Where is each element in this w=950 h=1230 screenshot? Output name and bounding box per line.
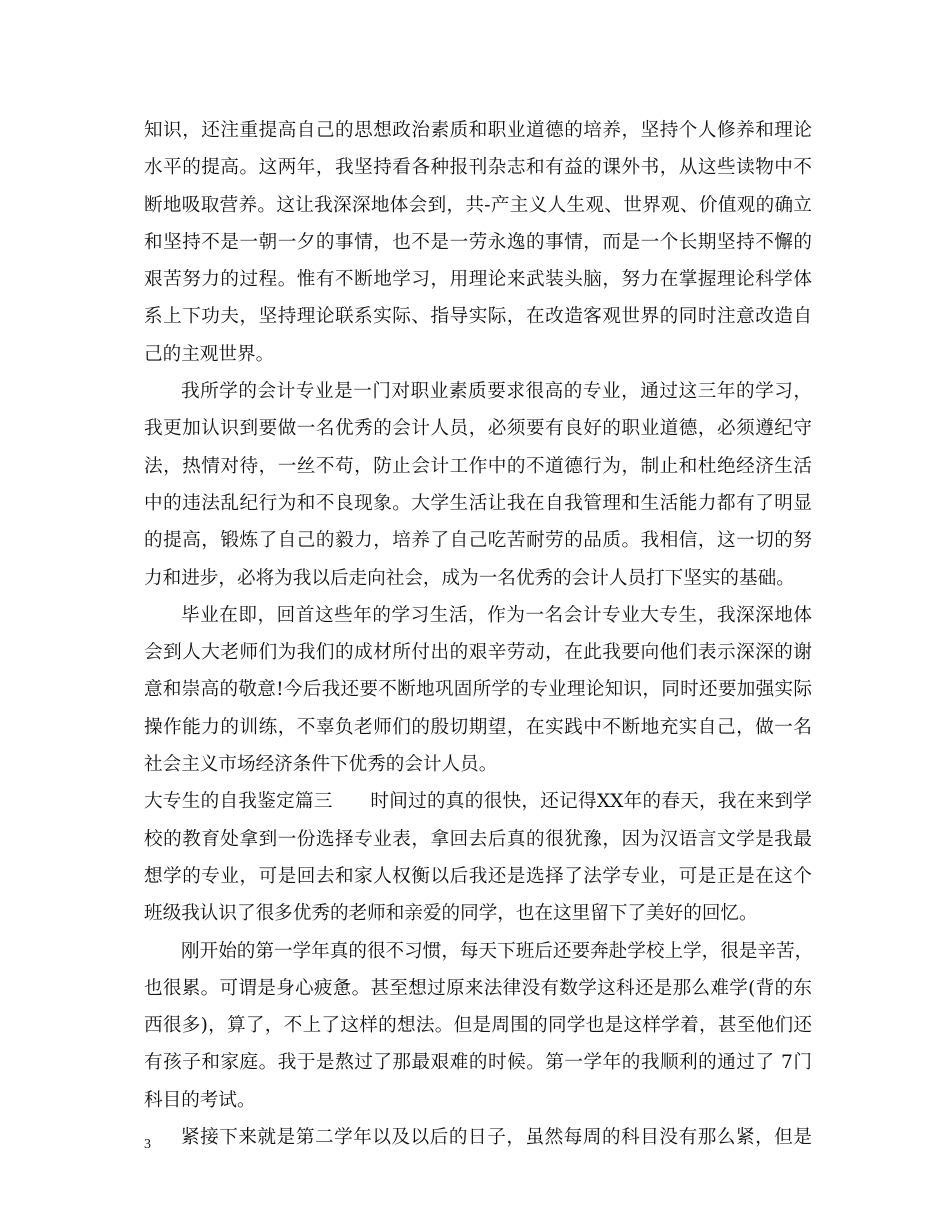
text-line: 法，热情对待，一丝不苟，防止会计工作中的不道德行为，制止和杜绝经济生活 bbox=[144, 455, 812, 477]
text-line: 力和进步，必将为我以后走向社会，成为一名优秀的会计人员打下坚实的基础。 bbox=[144, 567, 795, 589]
document-body bbox=[144, 112, 812, 1156]
text-line: 己的主观世界。 bbox=[144, 343, 275, 365]
page-number: 3 bbox=[144, 1137, 151, 1152]
text-line: 西很多)，算了，不上了这样的想法。但是周围的同学也是这样学着，甚至他们还 bbox=[144, 1015, 812, 1037]
text-line: 水平的提高。这两年，我坚持看各种报刊杂志和有益的课外书，从这些读物中不 bbox=[144, 157, 812, 179]
text-line: 我所学的会计专业是一门对职业素质要求很高的专业，通过这三年的学习， bbox=[181, 381, 812, 403]
text-line: 也很累。可谓是身心疲惫。甚至想过原来法律没有数学这科还是那么难学(背的东 bbox=[144, 977, 812, 999]
text-line: 社会主义市场经济条件下优秀的会计人员。 bbox=[144, 754, 498, 776]
text-line: 大专生的自我鉴定篇三 时间过的真的很快，还记得XX年的春天，我在来到学 bbox=[144, 791, 812, 813]
text-line: 紧接下来就是第二学年以及以后的日子，虽然每周的科目没有那么紧，但是 bbox=[181, 1127, 812, 1149]
text-line: 我更加认识到要做一名优秀的会计人员，必须要有良好的职业道德，必须遵纪守 bbox=[144, 418, 812, 440]
text-line: 知识，还注重提高自己的思想政治素质和职业道德的培养，坚持个人修养和理论 bbox=[144, 120, 812, 141]
text-line: 操作能力的训练，不辜负老师们的殷切期望，在实践中不断地充实自己，做一名 bbox=[144, 716, 812, 738]
text-line: 科目的考试。 bbox=[144, 1089, 256, 1111]
text-line: 系上下功夫，坚持理论联系实际、指导实际，在改造客观世界的同时注意改造自 bbox=[144, 306, 812, 328]
text-line: 和坚持不是一朝一夕的事情，也不是一劳永逸的事情，而是一个长期坚持不懈的 bbox=[144, 231, 812, 253]
text-line: 断地吸取营养。这让我深深地体会到，共-产主义人生观、世界观、价值观的确立 bbox=[144, 194, 812, 216]
text-line: 校的教育处拿到一份选择专业表，拿回去后真的很犹豫，因为汉语言文学是我最 bbox=[144, 828, 812, 850]
text-line: 想学的专业，可是回去和家人权衡以后我还是选择了法学专业，可是正是在这个 bbox=[144, 865, 812, 887]
text-line: 班级我认识了很多优秀的老师和亲爱的同学，也在这里留下了美好的回忆。 bbox=[144, 903, 758, 925]
text-line: 意和崇高的敬意!今后我还要不断地巩固所学的专业理论知识，同时还要加强实际 bbox=[144, 679, 812, 701]
text-line: 的提高，锻炼了自己的毅力，培养了自己吃苦耐劳的品质。我相信，这一切的努 bbox=[144, 530, 812, 552]
text-line: 刚开始的第一学年真的很不习惯，每天下班后还要奔赴学校上学，很是辛苦， bbox=[181, 940, 814, 962]
text-line: 有孩子和家庭。我于是熬过了那最艰难的时候。第一学年的我顺利的通过了 7门 bbox=[144, 1052, 812, 1074]
text-line: 艰苦努力的过程。惟有不断地学习，用理论来武装头脑，努力在掌握理论科学体 bbox=[144, 269, 812, 291]
text-line: 中的违法乱纪行为和不良现象。大学生活让我在自我管理和生活能力都有了明显 bbox=[144, 492, 812, 514]
text-line: 毕业在即，回首这些年的学习生活，作为一名会计专业大专生，我深深地体 bbox=[181, 604, 812, 626]
text-line: 会到人大老师们为我们的成材所付出的艰辛劳动，在此我要向他们表示深深的谢 bbox=[144, 642, 812, 664]
